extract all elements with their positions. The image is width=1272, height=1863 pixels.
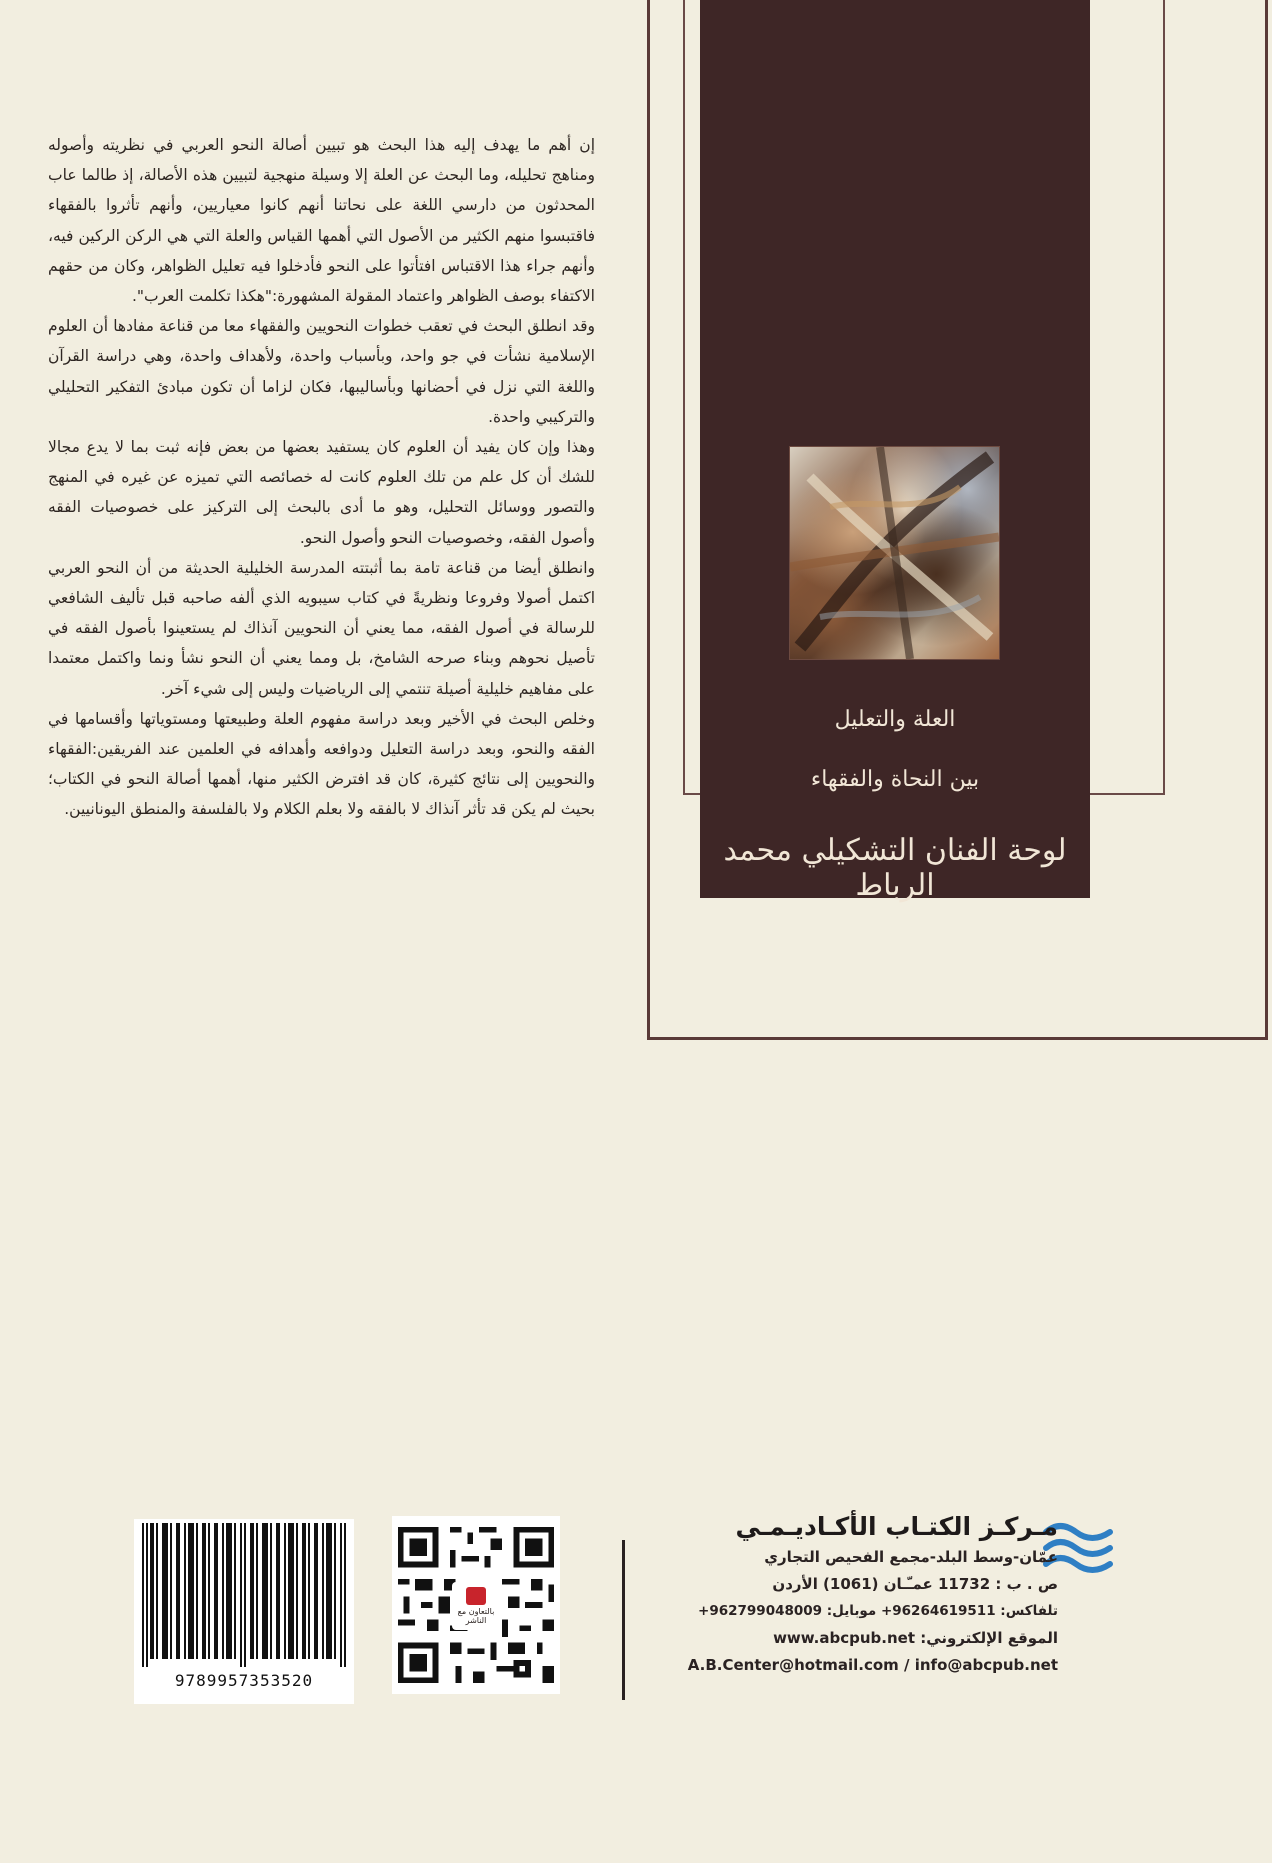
blurb-paragraph-2: وقد انطلق البحث في تعقب خطوات النحويين والفقهاء معا من قناعة مفادها أن العلوم الإسلامية نشأت في جو واحد، وبأسباب واحدة، ولأهداف واحدة، وهي دراسة القرآن واللغة التي نزل في أحضانها وبأساليبها، فكان لزاما أن تكون مبادئ التفكير التحليلي والتركيبي واحدة. xyxy=(48,317,595,426)
publisher-address: عمّان-وسط البلد-مجمع الفحيص التجاري xyxy=(764,1548,1058,1566)
isbn-number: 9789957353520 xyxy=(174,1671,314,1690)
painting-strokes xyxy=(790,447,999,659)
cover-painting xyxy=(789,446,1000,660)
blurb-paragraph-3: وهذا وإن كان يفيد أن العلوم كان يستفيد بعضها من بعض فإنه ثبت بما لا يدع مجالا للشك أن كل علم من تلك العلوم كانت له خصائصه التي تميزه عن غيره في المنهج والتصور ووسائل التحليل، وهو ما أدى بالبحث إلى التركيز على خصوصيات الفقه وأصول الفقه، وخصوصيات النحو وأصول النحو. xyxy=(48,438,595,547)
painting-credit: لوحة الفنان التشكيلي محمد الرباط xyxy=(723,833,1067,903)
blurb-paragraph-1: إن أهم ما يهدف إليه هذا البحث هو تبيين أصالة النحو العربي في نظريته وأصوله ومناهج تحليله، وما البحث عن العلة إلا وسيلة منهجية لتبيين هذه الأصالة، إذ طالما عاب المحدثون من دارسي اللغة على نحاتنا أنهم كانوا معياريين، وأنهم تأثروا بالفقهاء فاقتبسوا منهم الكثير من الأصول التي أهمها القياس والعلة التي هي الركن الركين فيه، وأنهم جراء هذا الاقتباس افتأتوا على النحو فأدخلوا فيه تعليل الظواهر، وكان من حقهم الاكتفاء بوصف الظواهر واعتماد المقولة المشهورة:"هكذا تكلمت العرب". xyxy=(48,136,595,306)
publisher-divider xyxy=(622,1540,625,1700)
qr-center-badge xyxy=(452,1582,500,1630)
cover-title-line2: بين النحاة والفقهاء xyxy=(810,767,980,792)
publisher-phones: تلفاكس: 96264619511+ موبايل: 962799048009+ xyxy=(698,1603,1058,1619)
publisher-name: مـركـز الكتـاب الأكـاديـمـي xyxy=(735,1512,1058,1541)
publisher-info xyxy=(632,1510,1058,1679)
publisher-pobox: ص . ب : 11732 عمـّـان (1061) الأردن xyxy=(772,1575,1058,1593)
barcode-icon xyxy=(134,1519,354,1704)
back-cover-blurb xyxy=(48,130,595,825)
blurb-paragraph-5: وخلص البحث في الأخير وبعد دراسة مفهوم العلة وطبيعتها ومستوياتها وأقسامها في الفقه والنحو، وبعد دراسة التعليل ودوافعه وأهدافه في العلمين عند الفريقين:الفقهاء والنحويين إلى نتائج كثيرة، كان قد افترض الكثير منها، أهمها أصالة النحو في الكتاب؛ بحيث لم يكن قد تأثر آنذاك لا بالفقه ولا بعلم الكلام ولا بالفلسفة والمنطق اليونانيين. xyxy=(48,709,595,819)
blurb-paragraph-4: وانطلق أيضا من قناعة تامة بما أثبتته المدرسة الخليلية الحديثة من أن النحو العربي اكتمل أصولا وفروعا ونظريةً في كتاب سيبويه الذي ألفه صاحبه قبل تأليف الشافعي للرسالة في أصول الفقه، مما يعني أن النحويين آنذاك لم يستعينوا بأصول الفقه في تأصيل نحوهم وبناء صرحه الشامخ، بل ومما يعني أن النحو نشأ ونما واكتمل معتمدا على مفاهيم خليلية أصيلة تنتمي إلى الرياضيات وليس إلى شيء آخر. xyxy=(48,558,595,698)
publisher-emails[interactable]: A.B.Center@hotmail.com / info@abcpub.net xyxy=(687,1656,1058,1674)
publisher-badge-icon xyxy=(466,1587,486,1605)
publisher-website[interactable]: الموقع الإلكتروني: www.abcpub.net xyxy=(773,1629,1058,1647)
cover-title-line1: العلة والتعليل xyxy=(834,707,956,732)
qr-badge-text: بالتعاون مع الناشر xyxy=(457,1607,495,1625)
